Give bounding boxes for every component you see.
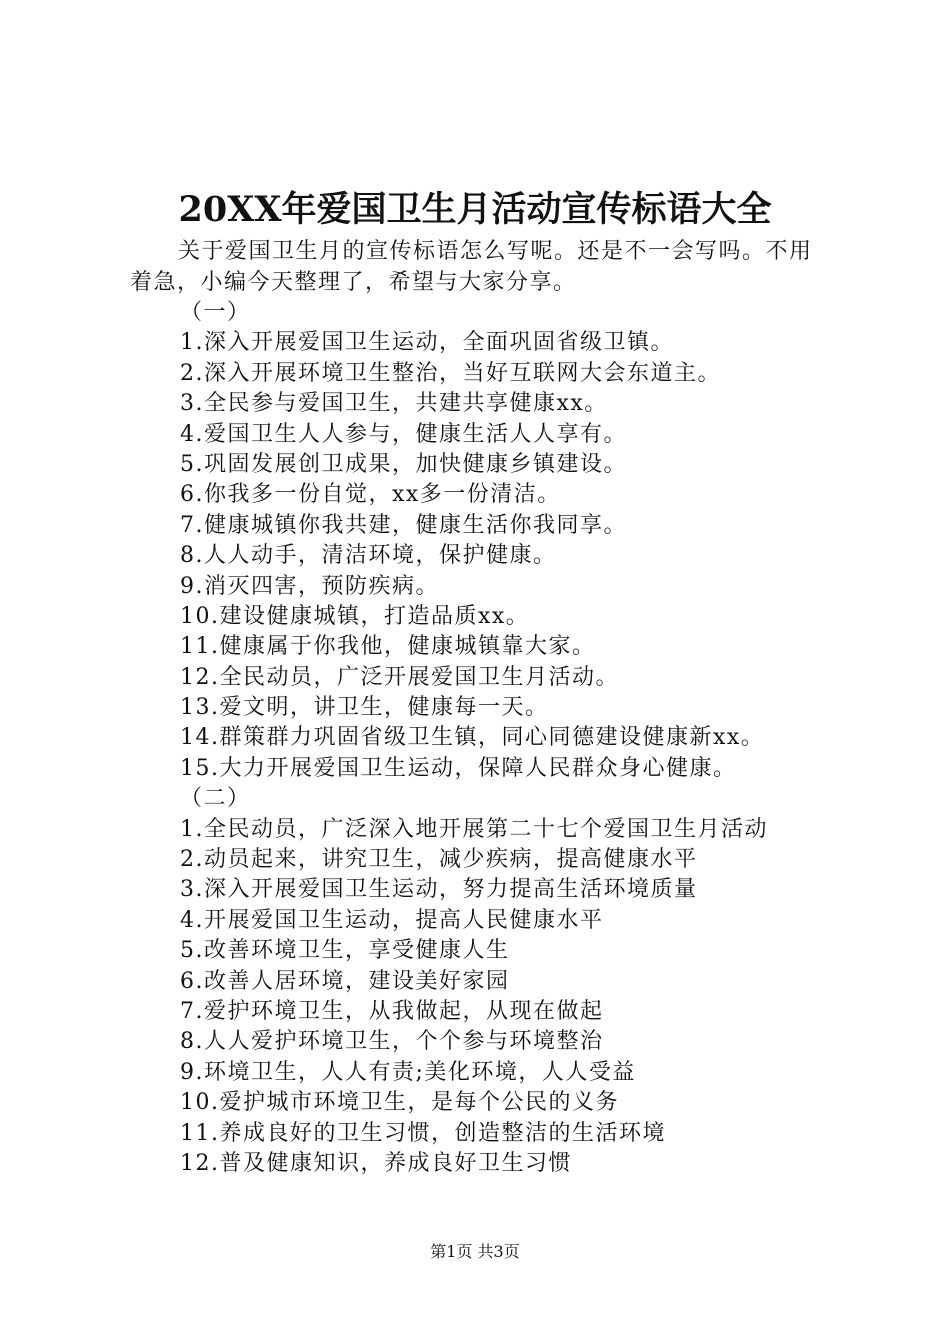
slogan-line: 12.全民动员，广泛开展爱国卫生月活动。 <box>180 664 619 690</box>
slogan-line: 8.人人动手，清洁环境，保护健康。 <box>180 543 557 569</box>
intro-paragraph: 关于爱国卫生月的宣传标语怎么写呢。还是不一会写吗。不用着急，小编今天整理了，希望与大家分享。 <box>130 239 813 295</box>
section-heading-2: （二） <box>180 786 251 812</box>
slogan-line: 5.改善环境卫生，享受健康人生 <box>180 938 510 964</box>
slogan-line: 7.健康城镇你我共建，健康生活你我同享。 <box>180 512 627 538</box>
slogan-line: 12.普及健康知识，养成良好卫生习惯 <box>180 1150 572 1176</box>
slogan-line: 9.消灭四害，预防疾病。 <box>180 573 439 599</box>
slogan-line: 13.爱文明，讲卫生，健康每一天。 <box>180 695 549 721</box>
slogan-line: 5.巩固发展创卫成果，加快健康乡镇建设。 <box>180 451 627 477</box>
slogan-line: 11.健康属于你我他，健康城镇靠大家。 <box>180 634 596 660</box>
slogan-line: 10.建设健康城镇，打造品质xx。 <box>180 603 530 629</box>
page-footer: 第1页 共3页 <box>430 1242 520 1261</box>
slogan-line: 4.开展爱国卫生运动，提高人民健康水平 <box>180 907 604 933</box>
slogan-line: 9.环境卫生，人人有责;美化环境，人人受益 <box>180 1059 636 1085</box>
slogan-line: 6.改善人居环境，建设美好家园 <box>180 968 510 994</box>
document-title: 20XX年爱国卫生月活动宣传标语大全 <box>178 189 772 230</box>
slogan-line: 14.群策群力巩固省级卫生镇，同心同德建设健康新xx。 <box>180 725 765 751</box>
slogan-line: 2.动员起来，讲究卫生，减少疾病，提高健康水平 <box>180 847 698 873</box>
slogan-line: 15.大力开展爱国卫生运动，保障人民群众身心健康。 <box>180 755 737 781</box>
slogan-list <box>180 298 860 1179</box>
slogan-line: 7.爱护环境卫生，从我做起，从现在做起 <box>180 998 604 1024</box>
slogan-line: 3.全民参与爱国卫生，共建共享健康xx。 <box>180 391 608 417</box>
slogan-line: 1.深入开展爱国卫生运动，全面巩固省级卫镇。 <box>180 330 674 356</box>
slogan-line: 4.爱国卫生人人参与，健康生活人人享有。 <box>180 421 627 447</box>
slogan-line: 2.深入开展环境卫生整治，当好互联网大会东道主。 <box>180 360 721 386</box>
slogan-line: 1.全民动员，广泛深入地开展第二十七个爱国卫生月活动 <box>180 816 768 842</box>
slogan-line: 3.深入开展爱国卫生运动，努力提高生活环境质量 <box>180 877 698 903</box>
slogan-line: 10.爱护城市环境卫生，是每个公民的义务 <box>180 1090 619 1116</box>
slogan-line: 8.人人爱护环境卫生，个个参与环境整治 <box>180 1029 604 1055</box>
slogan-line: 6.你我多一份自觉，xx多一份清洁。 <box>180 482 561 508</box>
slogan-line: 11.养成良好的卫生习惯，创造整洁的生活环境 <box>180 1120 666 1146</box>
section-heading-1: （一） <box>180 300 251 325</box>
